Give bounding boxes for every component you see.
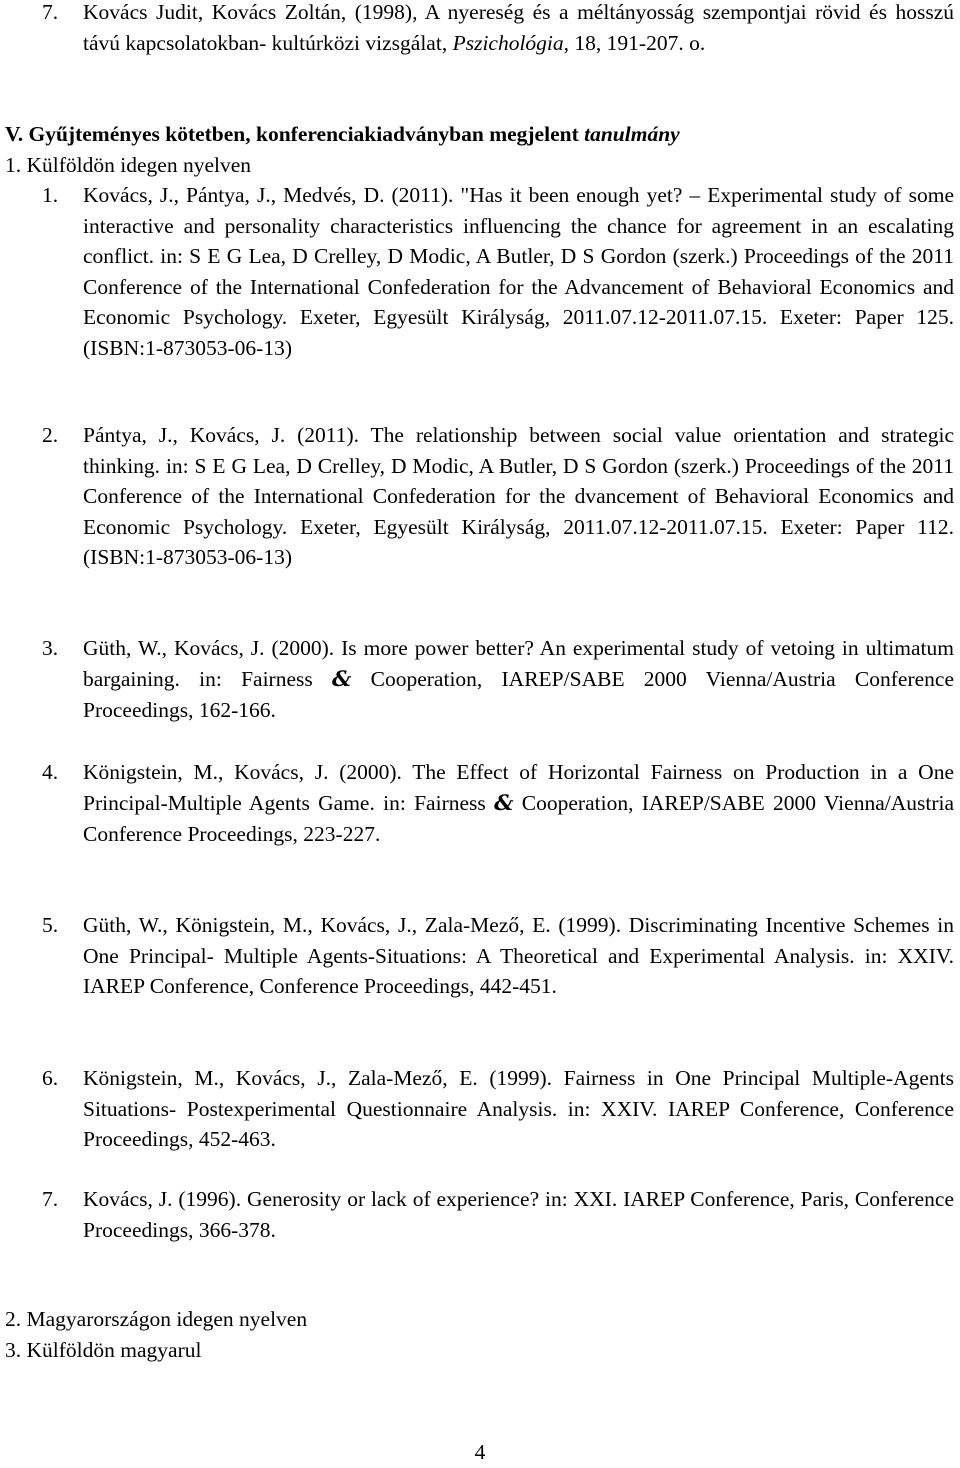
page-number: 4 [474,1440,486,1464]
subheading-foreign-language: 1. Külföldön idegen nyelven [5,153,252,177]
subheading-abroad-hungarian: 3. Külföldön magyarul [5,1338,202,1362]
entry-number: 7. [42,1187,59,1211]
entry-number: 4. [42,760,59,784]
entry-text: Königstein, M., Kovács, J. (2000). The Effect of Horizontal Fairness on Production in a One Principal-Multiple Agents Game. in: Fairness & Cooperation, IAREP/SABE 2000 Vienna/Austria Conference Proceedings, 223-227. [83,760,955,846]
publication-entry [42,180,954,363]
entry-number: 2. [42,423,59,447]
publication-entry [42,633,954,726]
publication-entry [42,1063,954,1155]
publication-entry [42,910,954,1002]
entry-text: Kovács, J. (1996). Generosity or lack of experience? in: XXI. IAREP Conference, Paris, Conference Proceedings, 366-378. [83,1187,954,1242]
item-citation: Kovács Judit, Kovács Zoltán, (1998), A nyereség és a méltányosság szempontjai rövid és hosszú távú kapcsolatokban- kultúrközi vizsgálat, [83,0,954,55]
entry-text: Pántya, J., Kovács, J. (2011). The relationship between social value orientation and strategic thinking. in: S E G Lea, D Crelley, D Modic, A Butler, D S Gordon (szerk.) Proceedings of the 2011 Conference of the International Confederation for the dvancement of Behavioral Economics and Economic Psychology. Exeter, Egyesült Királyság, 2011.07.12-2011.07.15. Exeter: Paper 112. (ISBN:1-873053-06-13) [83,423,954,569]
entry-number: 6. [42,1066,59,1090]
publication-entry [42,1184,954,1245]
entry-text: Königstein, M., Kovács, J., Zala-Mező, E. (1999). Fairness in One Principal Multiple-Agents Situations- Postexperimental Questionnaire Analysis. in: XXIV. IAREP Conference, Conference Proceedings, 452-463. [83,1066,954,1151]
item-text [83,0,954,58]
publication-entry [42,420,954,573]
top-list-item [42,0,954,58]
entry-text: Güth, W., Kovács, J. (2000). Is more power better? An experimental study of vetoing in ultimatum bargaining. in: Fairness & Cooperation, IAREP/SABE 2000 Vienna/Austria Conference Proceedings, 162-166. [83,636,955,722]
item-number: 7. [42,0,59,24]
section-heading-italic: tanulmány [584,122,680,146]
entry-number: 1. [42,183,59,207]
entry-number: 3. [42,636,59,660]
item-citation-tail: , 18, 191-207. o. [563,30,706,55]
ampersand-glyph: & [494,790,514,816]
publication-entry [42,757,954,850]
section-heading: V. Gyűjteményes kötetben, konferenciakiadványban megjelent tanulmány [5,122,680,146]
entry-text: Güth, W., Königstein, M., Kovács, J., Zala-Mező, E. (1999). Discriminating Incentive Schemes in One Principal- Multiple Agents-Situations: A Theoretical and Experimental Analysis. in: XXIV. IAREP Conference, Conference Proceedings, 442-451. [83,913,954,998]
journal-title: Pszichológia [452,30,564,55]
entry-text: Kovács, J., Pántya, J., Medvés, D. (2011). "Has it been enough yet? – Experimental study of some interactive and personality characteristics influencing the chance for agreement in an escalating conflict. in: S E G Lea, D Crelley, D Modic, A Butler, D S Gordon (szerk.) Proceedings of the 2011 Conference of the International Confederation for the Advancement of Behavioral Economics and Economic Psychology. Exeter, Egyesült Királyság, 2011.07.12-2011.07.15. Exeter: Paper 125. (ISBN:1-873053-06-13) [83,183,954,360]
ampersand-glyph: & [331,666,352,692]
entry-number: 5. [42,913,59,937]
subheading-hungary-foreign-language: 2. Magyarországon idegen nyelven [5,1307,308,1331]
